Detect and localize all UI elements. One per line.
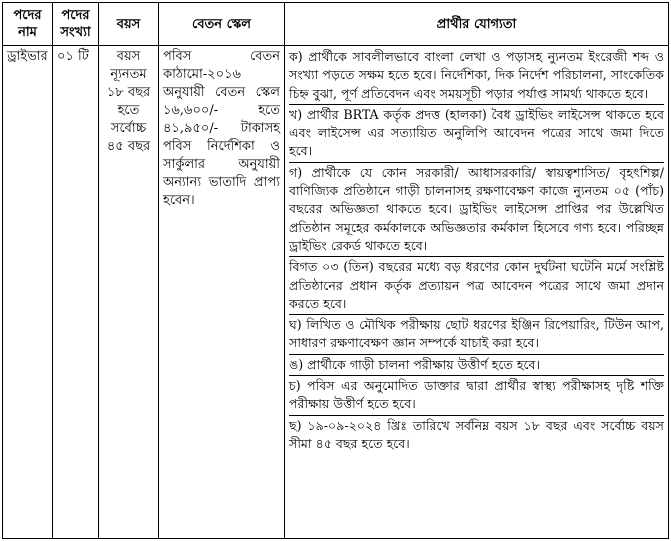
qualification-item: চ) পবিস এর অনুমোদিত ডাক্তার দ্বারা প্রার্থীর স্বাস্থ্য পরীক্ষাসহ দৃষ্টি শক্তি পরীক্ষায় উত্তীর্ণ হতে হবে।: [289, 375, 664, 414]
cell-post-count: ০১ টি: [53, 46, 99, 539]
header-pay-scale: বেতন স্কেল: [159, 3, 285, 46]
table-row: [3, 46, 669, 539]
qualification-item: বিগত ০৩ (তিন) বছরের মধ্যে বড় ধরণের কোন দুর্ঘটনা ঘটেনি মর্মে সংশ্লিষ্ট প্রতিষ্ঠানের প্রধান কর্তৃক প্রত্যায়ন পত্র আবেদন পত্রের সাথে জমা প্রদান করতে হবে।: [289, 256, 664, 313]
header-qualification: প্রার্থীর যোগ্যতা: [285, 3, 669, 46]
cell-age: বয়স ন্যূনতম ১৮ বছর হতে সর্বোচ্চ ৪৫ বছর: [99, 46, 159, 539]
qualification-item: ঙ) প্রার্থীকে গাড়ী চালনা পরীক্ষায় উত্তীর্ণ হতে হবে।: [289, 354, 664, 374]
table-header-row: [3, 3, 669, 46]
job-requirements-table: [2, 2, 669, 539]
header-post-name: পদের নাম: [3, 3, 53, 46]
cell-qualifications: [285, 46, 669, 539]
header-age: বয়স: [99, 3, 159, 46]
header-post-count: পদের সংখ্যা: [53, 3, 99, 46]
cell-post-name: ড্রাইভার: [3, 46, 53, 539]
qualification-item: ক) প্রার্থীকে সাবলীলভাবে বাংলা লেখা ও পড়াসহ ন্যুনতম ইংরেজী শব্দ ও সংখ্যা পড়তে সক্ষম হতে হবে। নির্দেশিকা, দিক নির্দেশ পরিচালনা, সাংকেতিক চিহ্ন বুঝা, পূর্ণ প্রতিবেদন এবং সময়সূচী পড়ার পর্যাপ্ত সামর্থ্য থাকতে হবে।: [289, 49, 664, 101]
qualification-item: খ) প্রার্থীর BRTA কর্তৃক প্রদত্ত (হালকা) বৈধ ড্রাইভিং লাইসেন্স থাকতে হবে এবং লাইসেন্স এর সত্যায়িত অনুলিপি আবেদন পত্রের সাথে জমা দিতে হবে।: [289, 104, 664, 161]
cell-pay-scale: পবিস বেতন কাঠামো-২০১৬ অনুযায়ী বেতন স্কেল ১৬,৬০০/- হতে ৪১,৯৫০/- টাকাসহ পবিস নির্দেশিকা ও সার্কুলার অনুযায়ী অন্যান্য ভাতাদি প্রাপ্য হবেন।: [159, 46, 285, 539]
qualification-item: ছ) ১৯-০৯-২০২৪ খ্রিঃ তারিখে সর্বনিম্ন বয়স ১৮ বছর এবং সর্বোচ্চ বয়স সীমা ৪৫ বছর হতে হবে।: [289, 415, 664, 454]
qualification-item: গ) প্রার্থীকে যে কোন সরকারী/ আধাসরকারি/ স্বায়ত্বশাসিত/ বৃহৎশিল্প/ বাণিজ্যিক প্রতিষ্ঠানে গাড়ী চালনাসহ রক্ষণাবেক্ষণ কাজে ন্যুনতম ০৫ (পাঁচ) বছরের অভিজ্ঞতা থাকতে হবে। ড্রাইভিং লাইসেন্স প্রাপ্তির পর উল্লেখিত প্রতিষ্ঠান সমূহের কর্মকালকে অভিজ্ঞতার কর্মকাল হিসেবে গণ্য হবে। পরিচ্ছন্ন ড্রাইভিং রেকর্ড থাকতে হবে।: [289, 162, 664, 255]
qualification-item: ঘ) লিখিত ও মৌখিক পরীক্ষায় ছোট ধরণের ইঞ্জিন রিপেয়ারিং, টিউন আপ, সাধারণ রক্ষণাবেক্ষণ জ্ঞান সম্পর্কে যাচাই করা হবে।: [289, 314, 664, 353]
